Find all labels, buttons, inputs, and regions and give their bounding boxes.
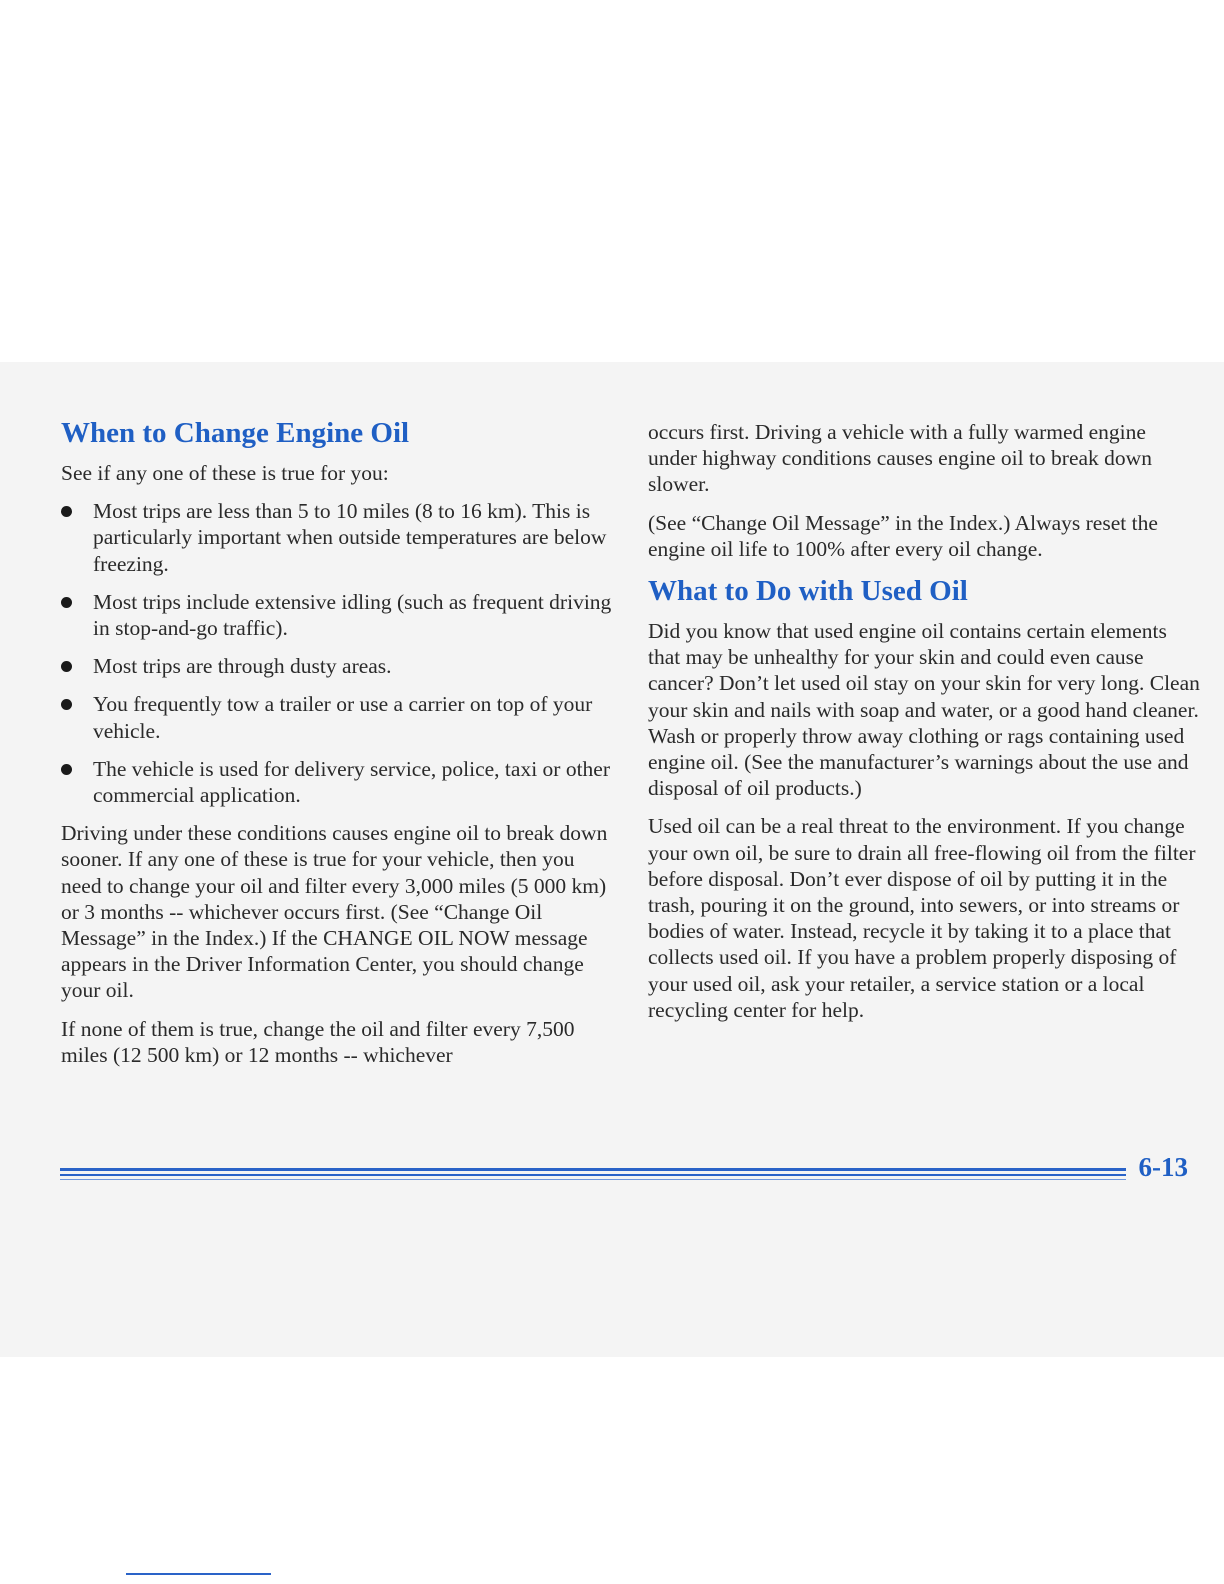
bullet-icon <box>61 699 72 710</box>
heading-when-to-change-oil: When to Change Engine Oil <box>61 417 410 449</box>
severe-conditions-paragraph: Driving under these conditions causes engine oil to break down sooner. If any one of these is true for your vehicle, then you need to change your oil and filter every 3,000 miles (5 000 km) or 3 months -- whichever occurs first. (See “Change Oil Message” in the Index.) If the CHANGE OIL NOW message appears in the Driver Information Center, you should change your oil. <box>61 821 608 1003</box>
list-item: Most trips are through dusty areas. <box>61 653 613 679</box>
footer-rule <box>60 1179 1126 1180</box>
environment-paragraph: Used oil can be a real threat to the environment. If you change your own oil, be sure to drain all free-flowing oil from the filter before disposal. Don’t ever dispose of oil by putting it in the trash, pouring it on the ground, into sewers, or into streams or bodies of water. Instead, recycle it by taking it to a place that collects used oil. If you have a problem properly disposing of your used oil, ask your retailer, a service station or a local recycling center for help. <box>648 814 1196 1022</box>
page-number: 6-13 <box>1138 1152 1188 1182</box>
normal-conditions-paragraph: If none of them is true, change the oil and filter every 7,500 miles (12 500 km) or 12 months -- whichever <box>61 1016 575 1067</box>
condition-list <box>61 498 613 808</box>
list-item: The vehicle is used for delivery service, police, taxi or other commercial application. <box>61 756 613 808</box>
health-warning-paragraph: Did you know that used engine oil contains certain elements that may be unhealthy for your skin and could even cause cancer? Don’t let used oil stay on your skin for very long. Clean your skin and nails with soap and water, or a good hand cleaner. Wash or properly throw away clothing or rags containing used engine oil. (See the manufacturer’s warnings about the use and disposal of oil products.) <box>648 619 1200 801</box>
continued-paragraph: occurs first. Driving a vehicle with a fully warmed engine under highway conditions causes engine oil to break down slower. <box>648 420 1152 497</box>
bullet-icon <box>61 506 72 517</box>
bullet-icon <box>61 764 72 775</box>
list-item: Most trips include extensive idling (such as frequent driving in stop-and-go traffic). <box>61 589 613 641</box>
heading-used-oil: What to Do with Used Oil <box>648 575 968 608</box>
right-column <box>648 419 1200 1035</box>
footer-rule <box>60 1168 1126 1171</box>
footer-rule <box>60 1174 1126 1176</box>
bullet-icon <box>61 597 72 608</box>
left-column <box>61 416 613 1080</box>
intro-text: See if any one of these is true for you: <box>61 461 389 485</box>
list-item: Most trips are less than 5 to 10 miles (8 to 16 km). This is particularly important when outside temperatures are below freezing. <box>61 498 613 577</box>
list-item: You frequently tow a trailer or use a carrier on top of your vehicle. <box>61 691 613 743</box>
bottom-edge-mark <box>126 1573 271 1575</box>
reset-note: (See “Change Oil Message” in the Index.) Always reset the engine oil life to 100% after every oil change. <box>648 510 1158 561</box>
bullet-icon <box>61 661 72 672</box>
